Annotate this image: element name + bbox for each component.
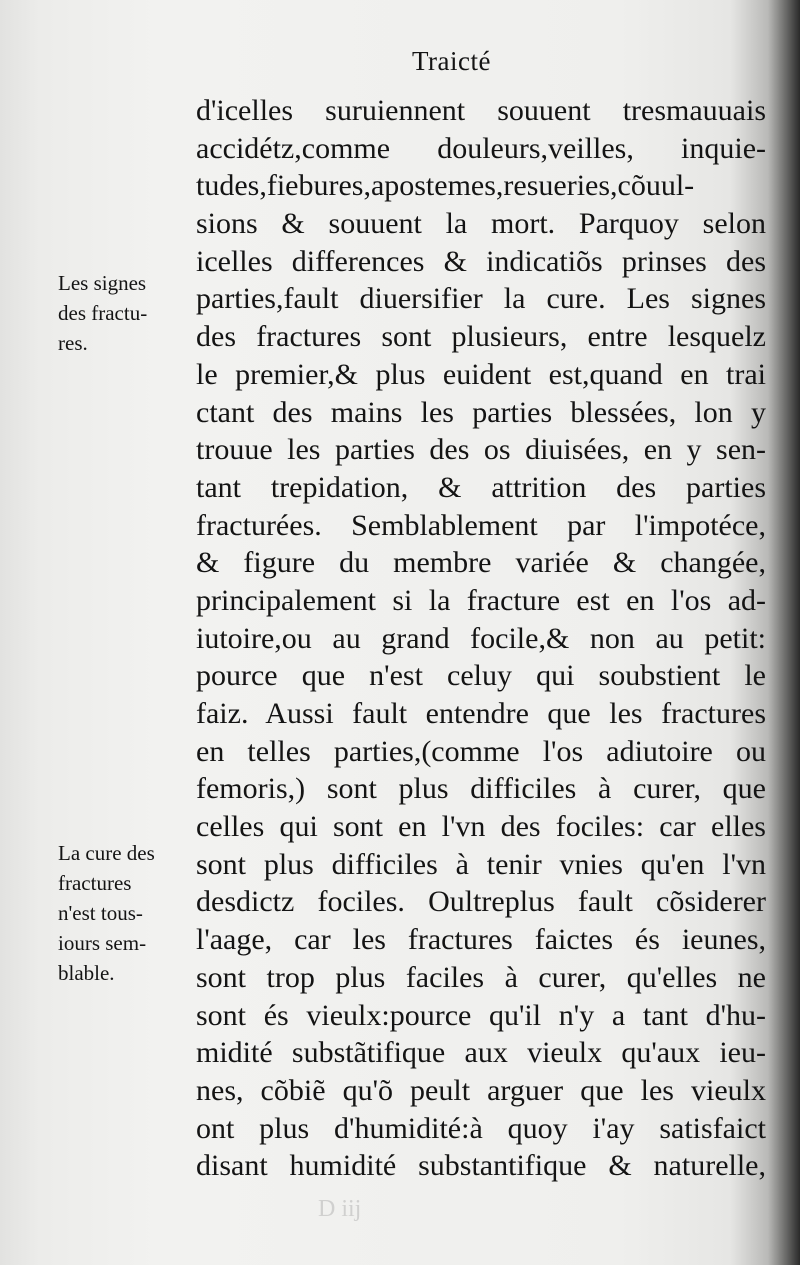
text-line: parties,fault diuersifier la cure. Les signes — [196, 282, 766, 316]
margin-note-line: La cure des — [58, 841, 155, 865]
text-line: accidétz,comme douleurs,veilles, inquie- — [196, 131, 766, 165]
margin-note-line: res. — [58, 331, 88, 355]
margin-note-cure — [58, 838, 188, 988]
text-line: en telles parties,(comme l'os adiutoire ou — [196, 734, 766, 768]
text-line: disant humidité substantifique & naturelle, — [196, 1149, 766, 1183]
body-text — [196, 92, 766, 1185]
margin-note-line: n'est tous- — [58, 901, 143, 925]
margin-note-line: iours sem- — [58, 931, 147, 955]
text-line: d'icelles suruiennent souuent tresmauuais — [196, 94, 766, 127]
margin-note-line: des fractu- — [58, 301, 148, 325]
text-line: tant trepidation, & attrition des parties — [196, 470, 766, 504]
text-line: icelles differences & indicatiõs prinses des — [196, 244, 766, 278]
text-line: le premier,& plus euident est,quand en trai — [196, 357, 766, 391]
text-line: ont plus d'humidité:à quoy i'ay satisfaict — [196, 1111, 766, 1145]
text-line: trouue les parties des os diuisées, en y sen- — [196, 433, 766, 467]
text-line: tudes,fiebures,apostemes,resueries,cõuul- — [196, 169, 695, 203]
text-line: midité substãtifique aux vieulx qu'aux ieu- — [196, 1036, 766, 1070]
margin-note-line: blable. — [58, 961, 115, 985]
margin-note-line: fractures — [58, 871, 132, 895]
text-line: l'aage, car les fractures faictes és ieunes, — [196, 923, 766, 957]
text-line: ctant des mains les parties blessées, lon y — [196, 395, 766, 429]
text-line: fracturées. Semblablement par l'impotéce, — [196, 508, 766, 542]
margin-note-line: Les signes — [58, 271, 147, 295]
running-title: Traicté — [412, 46, 491, 76]
text-line: desdictz fociles. Oultreplus fault cõsiderer — [196, 885, 766, 919]
signature-mark: D iij — [318, 1196, 362, 1222]
text-line: pource que n'est celuy qui soubstient le — [196, 659, 766, 693]
text-line: sont trop plus faciles à curer, qu'elles ne — [196, 960, 766, 994]
margin-note-signs — [58, 268, 188, 358]
text-line: iutoire,ou au grand focile,& non au petit: — [196, 621, 766, 655]
text-line: des fractures sont plusieurs, entre lesquelz — [196, 320, 766, 354]
text-line: principalement si la fracture est en l'os ad- — [196, 583, 766, 617]
text-line: nes, cõbiẽ qu'õ peult arguer que les vieulx — [196, 1073, 766, 1107]
text-line: sont és vieulx:pource qu'il n'y a tant d'hu- — [196, 998, 766, 1032]
text-line: celles qui sont en l'vn des fociles: car elles — [196, 810, 766, 844]
text-line: faiz. Aussi fault entendre que les fractures — [196, 697, 766, 730]
text-line: sions & souuent la mort. Parquoy selon — [196, 207, 766, 241]
text-line: & figure du membre variée & changée, — [196, 546, 766, 580]
text-line: sont plus difficiles à tenir vnies qu'en l'vn — [196, 847, 766, 881]
text-line: femoris,) sont plus difficiles à curer, que — [196, 772, 766, 806]
